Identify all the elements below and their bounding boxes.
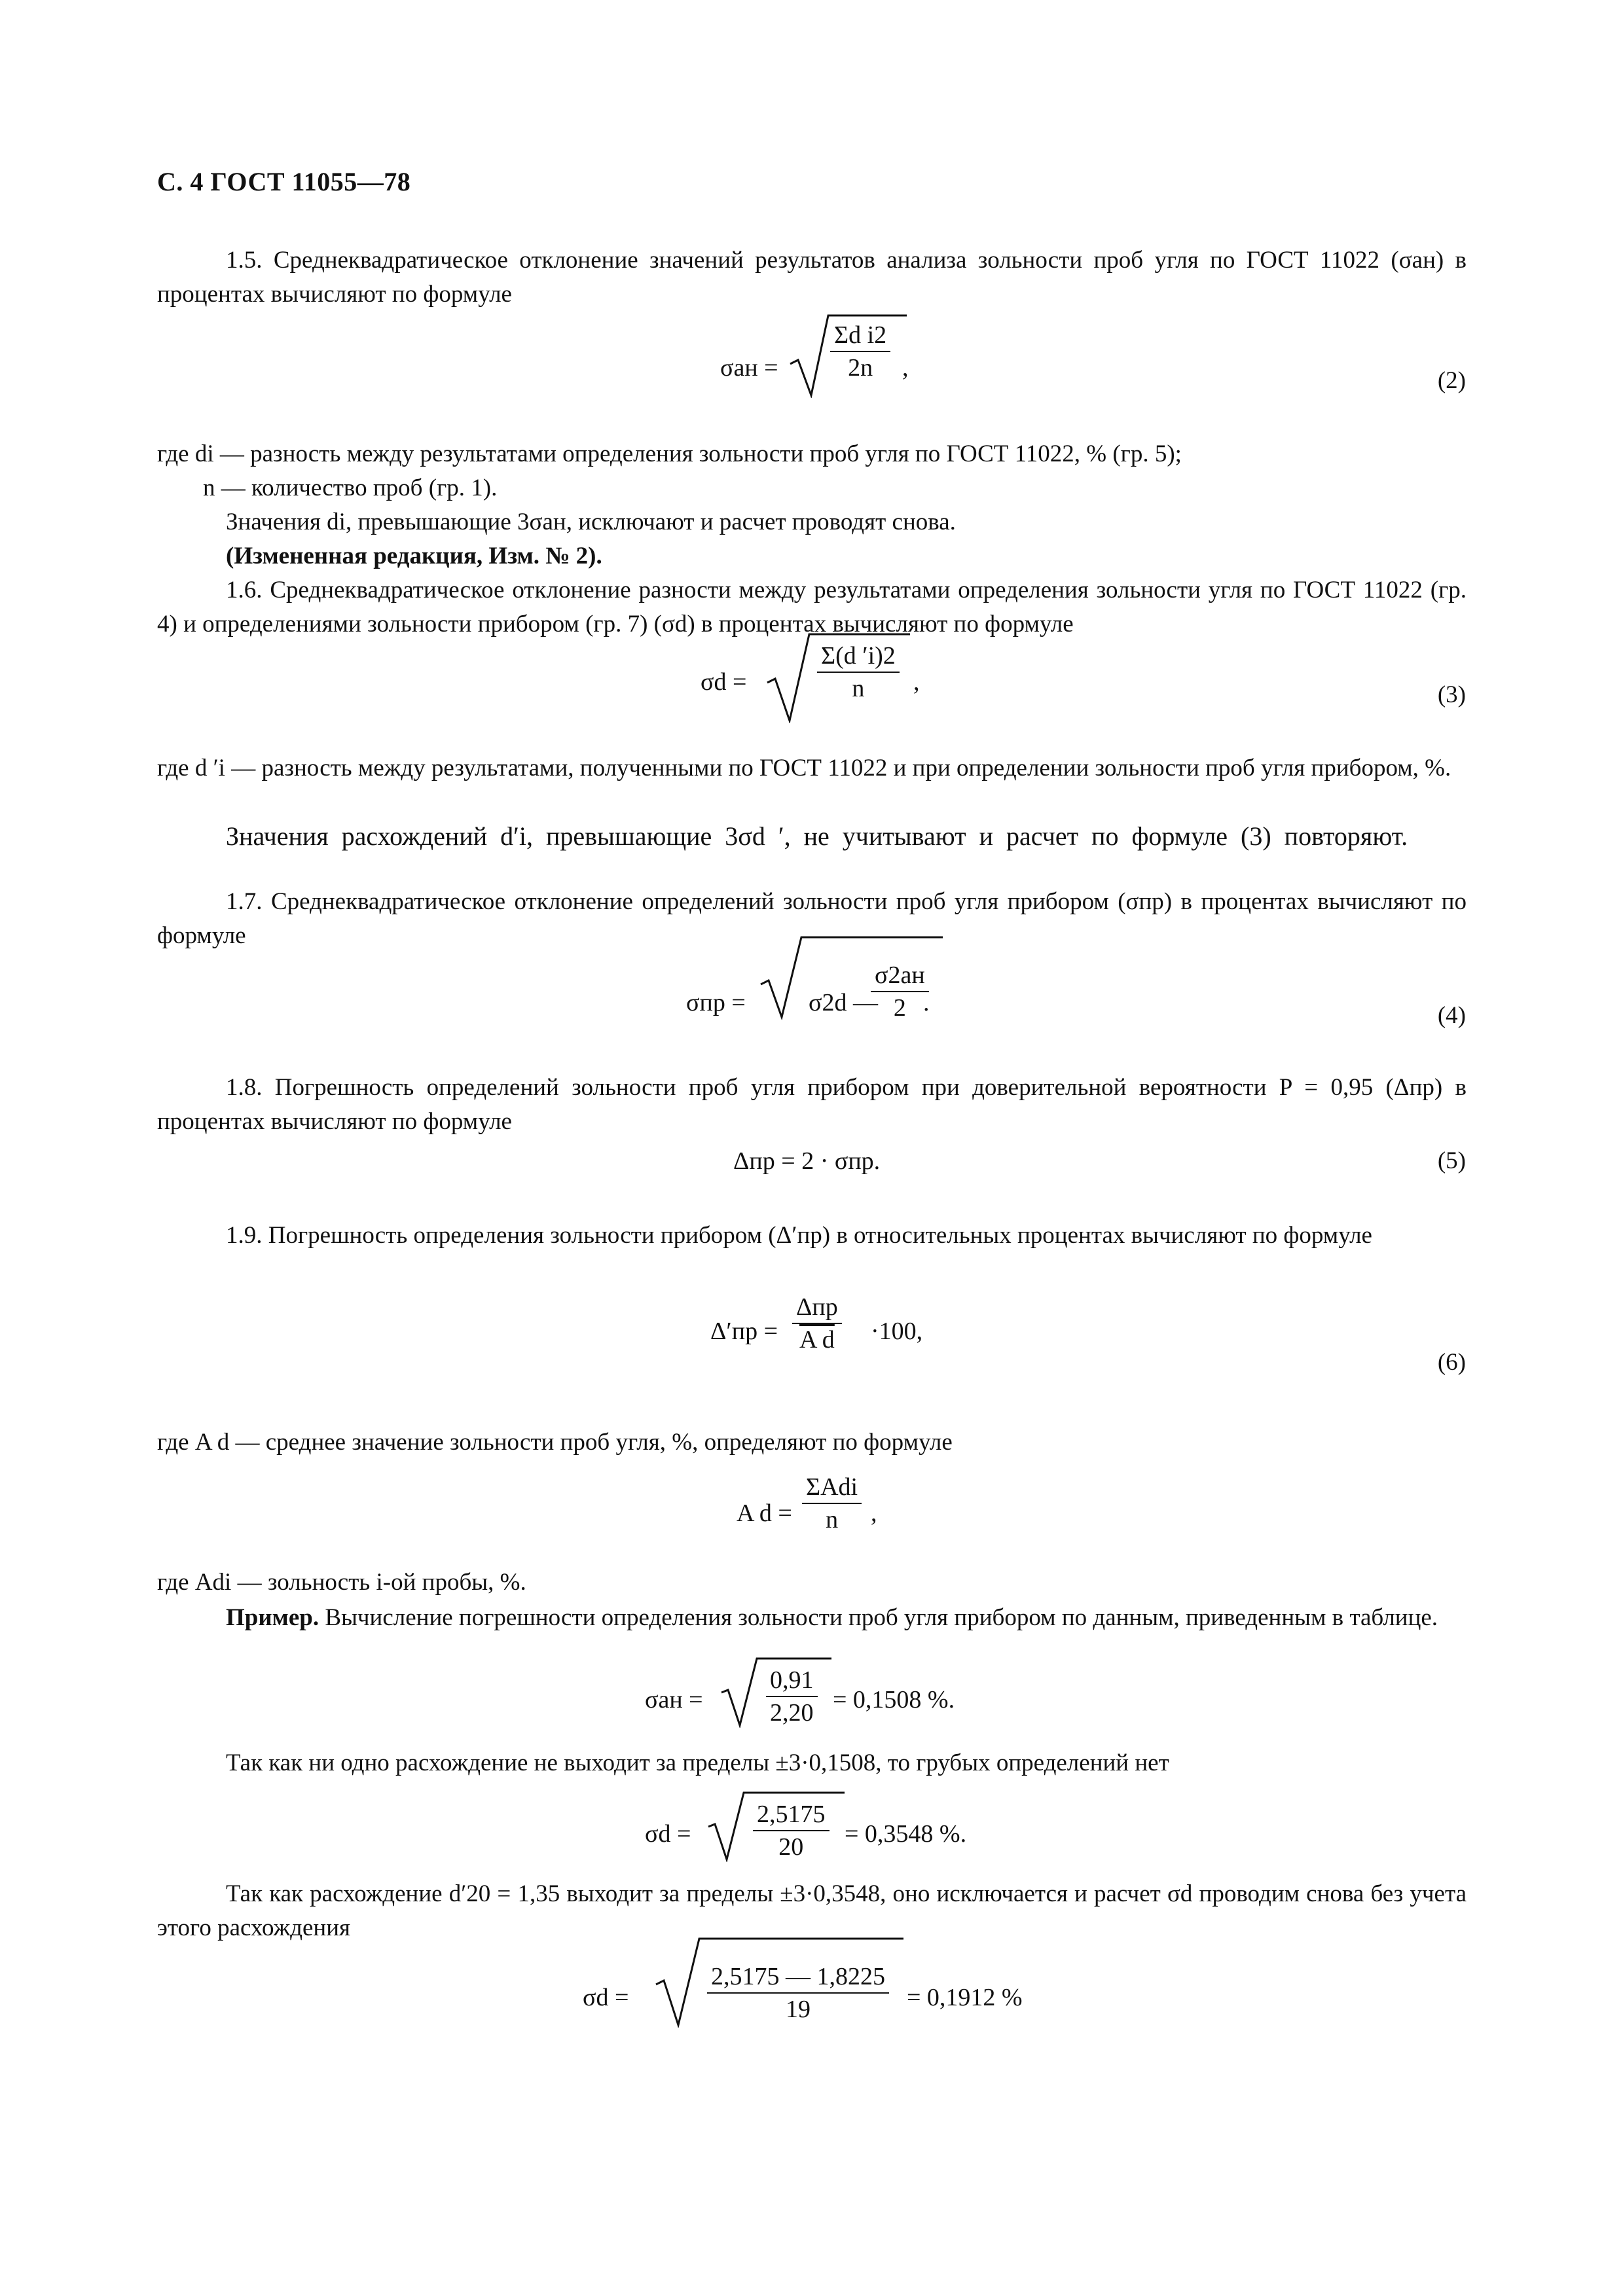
- example-formula-3-fraction: [707, 1962, 889, 2024]
- where-d-prime: где d ′i — разность между результатами, полученными по ГОСТ 11022 и при определении зольности проб угля прибором, %.: [157, 755, 1451, 781]
- example-line-2: Так как расхождение d′20 = 1,35 выходит за пределы ±3·0,3548, оно исключается и расчет σd проводим снова без учета этого расхождения: [157, 1880, 1467, 1941]
- formula-avg-fraction: [802, 1473, 862, 1534]
- where-A-mean: где A d — среднее значение зольности проб угля, %, определяют по формуле: [157, 1429, 953, 1456]
- section-1-8-text: 1.8. Погрешность определений зольности проб угля прибором при доверительной вероятности P = 0,95 (Δпр) в процентах вычисляют по формуле: [157, 1074, 1467, 1135]
- equation-number-2: (2): [1437, 367, 1466, 394]
- formula-4-tail: .: [923, 989, 930, 1016]
- example-formula-3-lhs: σd =: [583, 1984, 629, 2011]
- note-di: Значения di, превышающие 3σан, исключают и расчет проводят снова.: [226, 509, 956, 535]
- section-1-6-text: 1.6. Среднеквадратическое отклонение разности между результатами определения зольности угля по ГОСТ 11022 (гр. 4) и определениями зольности прибором (гр. 7) (σd) в процентах вычисляют по формуле: [157, 577, 1467, 637]
- example-line-1: Так как ни одно расхождение не выходит за пределы ±3·0,1508, то грубых определений нет: [226, 1749, 1169, 1776]
- formula-5: Δпр = 2 · σпр.: [733, 1147, 881, 1175]
- page-header: С. 4 ГОСТ 11055—78: [157, 167, 411, 196]
- formula-6-lhs: Δ′пр =: [710, 1318, 778, 1345]
- formula-3-fraction: [817, 641, 900, 703]
- section-1-5-text: 1.5. Среднеквадратическое отклонение значений результатов анализа зольности проб угля по ГОСТ 11022 (σан) в процентах вычисляют по формуле: [157, 247, 1467, 308]
- formula-6-denominator: A d: [799, 1326, 835, 1354]
- formula-6-fraction: [792, 1293, 842, 1354]
- example-formula-1-denominator: 2,20: [770, 1699, 814, 1727]
- formula-6-numerator: Δпр: [792, 1293, 842, 1324]
- formula-3-numerator: Σ(d ′i)2: [817, 641, 900, 673]
- equation-number-6: (6): [1437, 1349, 1466, 1376]
- edition-note: (Измененная редакция, Изм. № 2).: [226, 543, 602, 569]
- formula-3-denominator: n: [852, 675, 865, 702]
- where-n: n — количество проб (гр. 1).: [203, 475, 498, 501]
- formula-2-numerator: Σd i2: [830, 321, 890, 352]
- example-formula-3-result: = 0,1912 %: [907, 1984, 1023, 2011]
- formula-6-tail: ·100,: [871, 1318, 923, 1345]
- equation-number-3: (3): [1437, 681, 1466, 708]
- section-1-7-text: 1.7. Среднеквадратическое отклонение определений зольности проб угля прибором (σпр) в процентах вычисляют по формуле: [157, 888, 1467, 949]
- example-formula-2-numerator: 2,5175: [753, 1800, 830, 1831]
- note-d-prime: Значения расхождений d′i, превышающие 3σd ′, не учитывают и расчет по формуле (3) повторяют.: [226, 821, 1408, 851]
- formula-avg-lhs: A d =: [737, 1499, 792, 1527]
- example-formula-1-fraction: [766, 1666, 818, 1727]
- formula-4-denominator: 2: [893, 994, 906, 1022]
- formula-2-tail: ,: [902, 354, 909, 382]
- where-di: где di — разность между результатами определения зольности проб угля по ГОСТ 11022, % (гр. 5);: [157, 440, 1182, 467]
- example-formula-3-numerator: 2,5175 — 1,8225: [707, 1962, 889, 1994]
- formula-avg-numerator: ΣAdi: [802, 1473, 862, 1504]
- formula-4-lhs: σпр =: [686, 989, 746, 1016]
- formula-3-tail: ,: [913, 668, 920, 696]
- formula-2-denominator: 2n: [848, 354, 873, 382]
- formula-avg-tail: ,: [871, 1499, 877, 1527]
- formula-avg-denominator: n: [826, 1506, 839, 1534]
- example-text: Вычисление погрешности определения зольности проб угля прибором по данным, приведенным в таблице.: [325, 1604, 1438, 1631]
- example-formula-1-lhs: σан =: [645, 1686, 703, 1713]
- example-formula-1-result: = 0,1508 %.: [833, 1686, 955, 1713]
- example-formula-2-fraction: [753, 1800, 830, 1861]
- example-label: Пример.: [226, 1604, 319, 1631]
- formula-4-middle: σ2d —: [809, 989, 878, 1016]
- example-paragraph: [157, 1601, 1467, 1635]
- formula-2-fraction: [830, 321, 890, 382]
- example-formula-2-denominator: 20: [778, 1833, 804, 1861]
- formula-4-numerator: σ2ан: [871, 961, 929, 992]
- formula-3-lhs: σd =: [701, 668, 747, 696]
- equation-number-5: (5): [1437, 1147, 1466, 1174]
- example-formula-1-numerator: 0,91: [766, 1666, 818, 1697]
- formula-4-fraction: [871, 961, 929, 1022]
- formula-2-lhs: σан =: [720, 354, 778, 382]
- example-formula-2-result: = 0,3548 %.: [845, 1820, 967, 1848]
- example-formula-2-lhs: σd =: [645, 1820, 691, 1848]
- where-A-i: где Adi — зольность i-ой пробы, %.: [157, 1569, 526, 1596]
- equation-number-4: (4): [1437, 1002, 1466, 1029]
- section-1-9-text: 1.9. Погрешность определения зольности прибором (Δ′пр) в относительных процентах вычисляют по формуле: [226, 1222, 1372, 1249]
- example-formula-3-denominator: 19: [786, 1996, 811, 2023]
